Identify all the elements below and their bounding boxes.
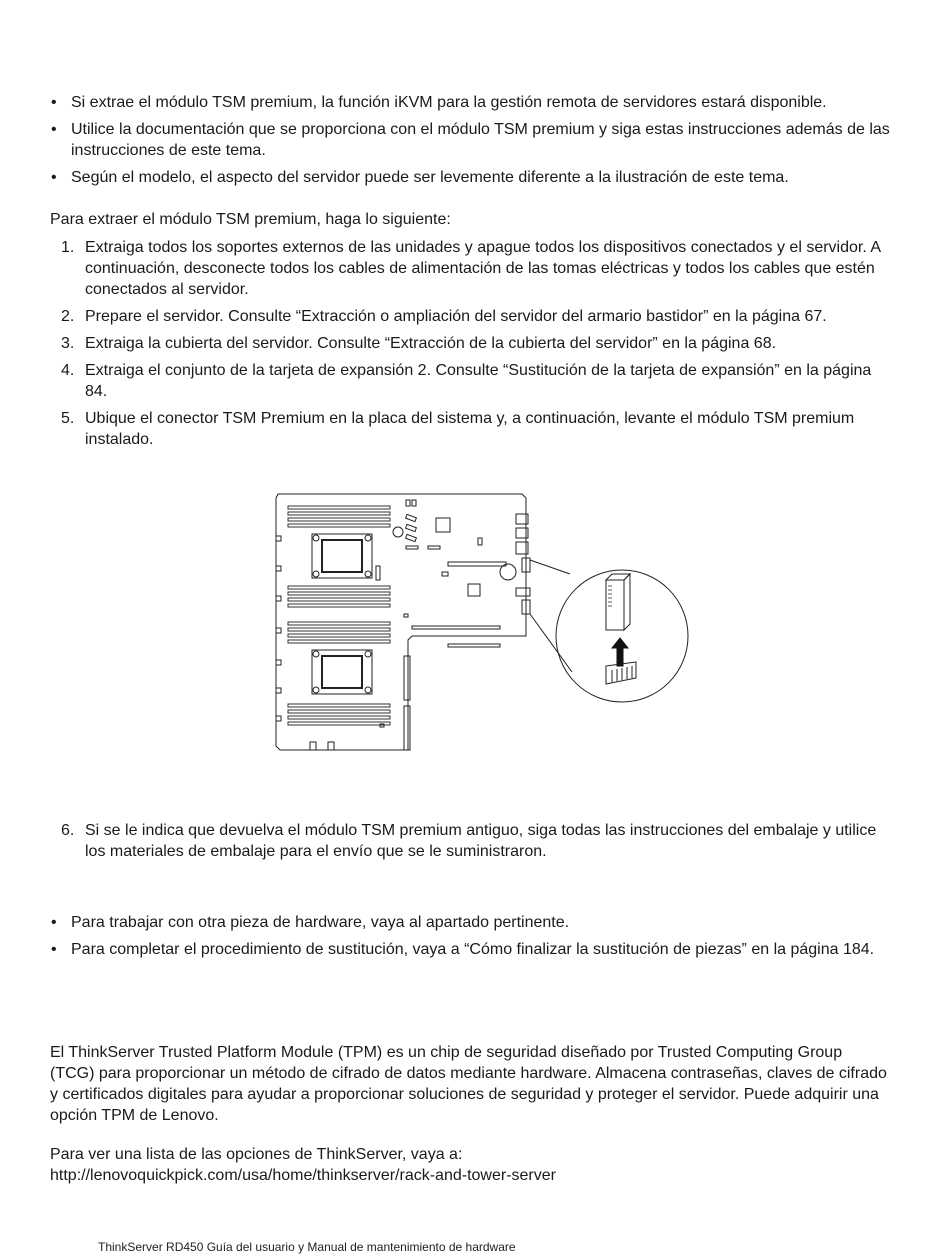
bullet-item: • Para completar el procedimiento de sustitución, vaya a “Cómo finalizar la sustitución de piezas” en la página 184. [50, 939, 890, 960]
dimm-slots-lower [288, 622, 390, 725]
cpu-socket-1 [312, 534, 372, 578]
riser-slots [404, 656, 410, 750]
bullet-item: • Para trabajar con otra pieza de hardware, vaya al apartado pertinente. [50, 912, 890, 933]
dimm-slots-upper [288, 506, 390, 607]
step-item: 6. Si se le indica que devuelva el módulo TSM premium antiguo, siga todas las instrucciones del embalaje y utilice los materiales de embalaje para el envío que se le suministraron. [61, 822, 877, 860]
after-bullet-list [50, 912, 890, 960]
options-url-link[interactable]: http://lenovoquickpick.com/usa/home/thinkserver/rack-and-tower-server [50, 1167, 556, 1184]
step-item: 1. Extraiga todos los soportes externos de las unidades y apague todos los dispositivos conectados y el servidor. A continuación, desconecte todos los cables de alimentación de las tomas eléctricas y todos los cables que estén conectados al servidor. [61, 239, 881, 298]
step-item: 2. Prepare el servidor. Consulte “Extracción o ampliación del servidor del armario bastidor” en la página 67. [61, 308, 827, 325]
procedure-intro: Para extraer el módulo TSM premium, haga lo siguiente: [50, 211, 451, 228]
lift-arrow-icon [612, 638, 628, 666]
bullet-item: • Según el modelo, el aspecto del servidor puede ser levemente diferente a la ilustración de este tema. [50, 167, 890, 188]
tsm-module-removal-illustration [272, 488, 692, 758]
callout-line [530, 614, 572, 672]
top-bullet-list [50, 92, 890, 188]
tpm-paragraph: El ThinkServer Trusted Platform Module (TPM) es un chip de seguridad diseñado por Trusted Computing Group (TCG) para proporcionar un método de cifrado de datos mediante hardware. Almacena contraseñas, claves de cifrado y certificados digitales para ayudar a proporcionar soluciones de seguridad y proteger el servidor. Puede adquirir una opción TPM de Lenovo. [50, 1044, 887, 1124]
board-edge-tabs [276, 536, 281, 721]
options-paragraph [50, 1144, 890, 1186]
bullet-item: • Utilice la documentación que se proporciona con el módulo TSM premium y siga estas instrucciones además de las instrucciones de este tema. [50, 119, 890, 161]
step-item: 3. Extraiga la cubierta del servidor. Consulte “Extracción de la cubierta del servidor” en la página 68. [61, 335, 777, 352]
magnified-view-circle [556, 570, 688, 702]
page-footer: ThinkServer RD450 Guía del usuario y Manual de mantenimiento de hardware [98, 1240, 516, 1254]
step-item: 5. Ubique el conector TSM Premium en la placa del sistema y, a continuación, levante el módulo TSM premium instalado. [61, 410, 855, 448]
cpu-socket-2 [312, 650, 372, 694]
bullet-item: • Si extrae el módulo TSM premium, la función iKVM para la gestión remota de servidores estará disponible. [50, 92, 890, 113]
procedure-steps [50, 237, 890, 450]
options-text: Para ver una lista de las opciones de ThinkServer, vaya a: [50, 1146, 463, 1163]
rear-io-connectors [516, 514, 530, 614]
tsm-premium-module [606, 574, 630, 630]
callout-line [530, 560, 570, 574]
procedure-step-6 [50, 820, 890, 862]
step-item: 4. Extraiga el conjunto de la tarjeta de expansión 2. Consulte “Sustitución de la tarjeta de expansión” en la página 84. [61, 362, 872, 400]
